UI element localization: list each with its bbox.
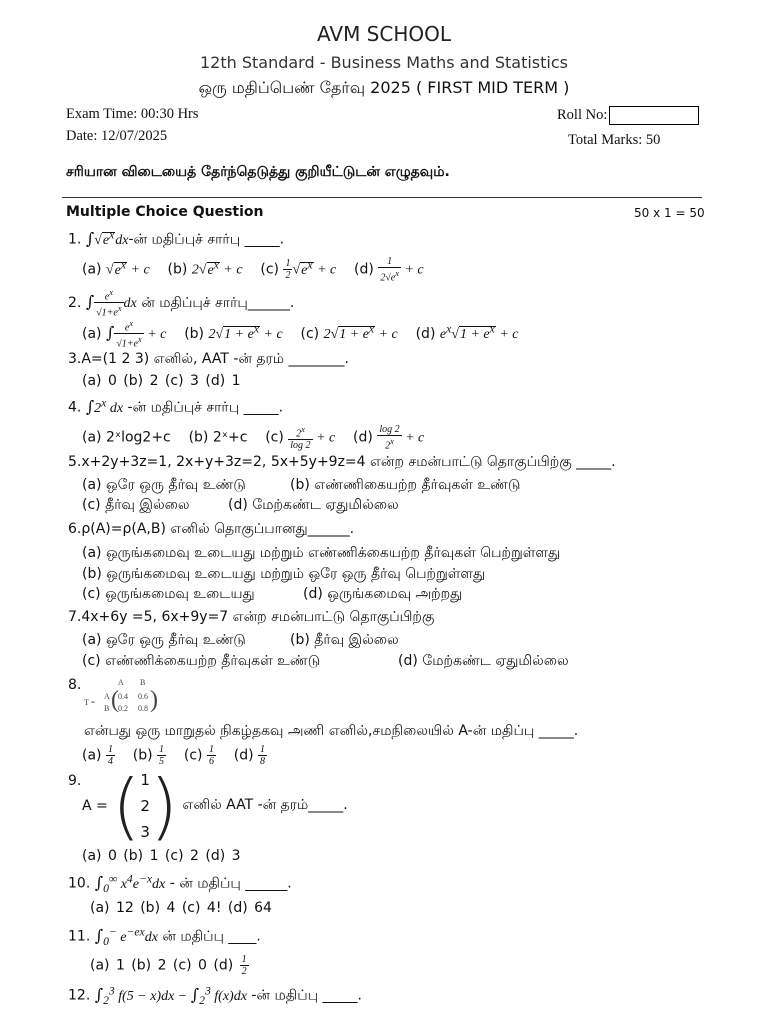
option-d: (d): [353, 429, 373, 446]
question-number: 10.: [68, 875, 91, 892]
option-7c: (c) எண்ணிக்கையற்ற தீர்வுகள் உண்டு: [82, 653, 321, 669]
matrix-row-a: A: [104, 692, 110, 701]
question-12: [68, 984, 362, 1006]
question-text: ன் மதிப்புச் சார்பு______.: [141, 294, 295, 311]
question-11: [68, 925, 261, 947]
question-text: ன் மதிப்பு ____.: [162, 928, 261, 945]
question-6: 6.ρ(A)=ρ(A,B) எனில் தொகுப்பானது______.: [68, 521, 355, 537]
math-expression: $2√1 + e^x + c$: [323, 322, 398, 342]
option-c: (c): [265, 429, 284, 446]
option-b: (b): [132, 747, 153, 764]
option-6c: (c) ஒருங்கமைவு உடையது: [82, 586, 255, 602]
school-name: AVM SCHOOL: [316, 22, 452, 46]
question-10: [68, 872, 292, 894]
fraction: $\frac{1}{2}$: [285, 258, 291, 282]
option-5c: (c) தீர்வு இல்லை: [82, 497, 190, 513]
matrix-col-a: A: [118, 678, 124, 687]
option-c: (c): [183, 747, 203, 764]
fraction: $\frac{2^x}{\log 2}$: [290, 425, 311, 452]
section-marks: 50 x 1 = 50: [634, 206, 705, 220]
section-title: Multiple Choice Question: [66, 204, 264, 220]
math-expression: ∫: [105, 322, 115, 342]
exam-title-term: 2025 ( FIRST MID TERM ): [370, 78, 570, 97]
option-c: (c): [260, 261, 280, 278]
option-a: (a) 2ˣlog2+c: [82, 429, 171, 446]
question-8-text: என்பது ஒரு மாறுதல் நிகழ்தகவு அணி எனில்,சமநிலையில் A-ன் மதிப்பு _____.: [84, 723, 579, 739]
option-5d: (d) மேற்கண்ட ஏதுமில்லை: [228, 497, 399, 513]
question-text: - ன் மதிப்பு ______.: [169, 875, 292, 892]
matrix-cell: 0.6: [138, 692, 148, 701]
total-marks: Total Marks: 50: [568, 132, 661, 148]
math-expression: + c: [312, 430, 336, 446]
question-5: 5.x+2y+3z=1, 2x+y+3z=2, 5x+5y+9z=4 என்ற சமன்பாட்டு தொகுப்பிற்கு _____.: [68, 454, 616, 470]
math-expression: ∫: [85, 291, 95, 311]
question-8-number: 8.: [68, 677, 82, 693]
math-expression: $e^x√1 + e^x + c$: [439, 322, 519, 342]
question-number: 4.: [68, 399, 82, 416]
exam-title-tamil: ஒரு மதிப்பெண் தேர்வு: [198, 78, 366, 97]
option-b: (b): [184, 325, 204, 342]
fraction: $\frac{1}{8}$: [260, 744, 266, 767]
question-text: -ன் மதிப்புச் சார்பு _____.: [127, 399, 284, 416]
question-3: 3.A=(1 2 3) எனில், AAT -ன் தரம் ________.: [68, 351, 349, 367]
question-number: 12.: [68, 987, 91, 1004]
options-text: (a) 1 (b) 2 (c) 0 (d): [90, 957, 234, 974]
option-5b: (b) எண்ணிகையற்ற தீர்வுகள் உண்டு: [290, 477, 521, 493]
question-text: எனில் AAT -ன் தரம்_____.: [182, 797, 348, 813]
option-a: (a): [82, 261, 102, 278]
divider: [62, 197, 702, 198]
option-c: (c): [300, 325, 320, 342]
column-vector: [140, 767, 150, 845]
question-number: 2.: [68, 294, 82, 311]
matrix-col-b: B: [140, 678, 146, 687]
option-7a: (a) ஒரே ஒரு தீர்வு உண்டு: [82, 632, 246, 648]
options-11: [90, 954, 249, 977]
matrix-right-paren: ): [150, 687, 158, 713]
exam-time: Exam Time: 00:30 Hrs: [66, 106, 199, 122]
question-2: [68, 287, 294, 319]
exam-title: [0, 78, 768, 99]
matrix-cell: 0.8: [138, 704, 148, 713]
question-1: [68, 228, 284, 250]
options-1: [82, 256, 424, 283]
fraction: $\frac{1}{2√e^x}$: [380, 256, 399, 284]
subject-title: 12th Standard - Business Maths and Statistics: [199, 53, 568, 72]
matrix-left-paren: (: [111, 687, 119, 713]
math-expression: + c: [401, 430, 425, 446]
option-b: (b): [167, 261, 188, 278]
math-expression: + c: [400, 262, 424, 278]
math-expression: $\int√e^xdx$: [85, 228, 129, 248]
math-expression: $2√1 + e^x + c$: [208, 322, 283, 342]
option-6b: (b) ஒருங்கமைவு உடையது மற்றும் ஒரே ஒரு தீர்வு பெற்றுள்ளது: [82, 566, 486, 582]
option-6d: (d) ஒருங்கமைவு அற்றது: [303, 586, 463, 602]
option-5a: (a) ஒரே ஒரு தீர்வு உண்டு: [82, 477, 246, 493]
math-expression: $\int_2^3$ $f(5 - x)dx - \int_2^3$ f(x)dx: [94, 984, 247, 1007]
matrix-cell: 2: [140, 797, 150, 815]
question-text: -ன் மதிப்புச் சார்பு _____.: [128, 231, 285, 248]
matrix-T: T =: [84, 698, 96, 707]
math-expression: $2√e^x + c$: [191, 258, 243, 278]
matrix-cell: 0.4: [118, 692, 128, 701]
options-3: (a) 0 (b) 2 (c) 3 (d) 1: [82, 373, 241, 389]
options-4: [82, 424, 424, 451]
fraction: $\frac{\log 2}{2^x}$: [379, 424, 400, 452]
math-expression: $√e^x + c$: [105, 258, 150, 278]
options-2: [82, 318, 518, 350]
fraction: $\frac{e^x}{√1+e^x}$: [116, 319, 142, 350]
math-expression: $√e^x + c$: [292, 258, 337, 278]
option-d: (d): [415, 325, 436, 342]
matrix-label: A =: [82, 798, 108, 814]
question-9-number: 9.: [68, 773, 82, 789]
roll-no-label: Roll No:: [557, 106, 608, 123]
matrix-right-paren: ): [149, 764, 178, 848]
math-expression: $\int_0^\infty$ $x^4e^{-x}dx$: [94, 872, 166, 895]
option-b: (b) 2ˣ+c: [188, 429, 248, 446]
matrix-cell: 3: [140, 823, 150, 841]
matrix-cell: 1: [140, 771, 150, 789]
option-d: (d): [233, 747, 254, 764]
question-9: [82, 764, 348, 848]
instruction: சரியான விடையைத் தேர்ந்தெடுத்து குறியீட்டுடன் எழுதவும்.: [66, 164, 450, 180]
options-9: (a) 0 (b) 1 (c) 2 (d) 3: [82, 848, 241, 864]
math-expression: ∫2$^x$ dx: [85, 396, 124, 416]
option-d: (d): [354, 261, 374, 278]
fraction: $\frac{1}{6}$: [208, 744, 214, 767]
math-expression: $\int_0^-$ $e^{-ex}dx$: [94, 925, 158, 948]
matrix-left-paren: (: [112, 764, 141, 848]
option-7d: (d) மேற்கண்ட ஏதுமில்லை: [398, 653, 569, 669]
roll-no: [557, 106, 699, 125]
option-7b: (b) தீர்வு இல்லை: [290, 632, 399, 648]
options-10: (a) 12 (b) 4 (c) 4! (d) 64: [90, 900, 272, 916]
question-number: 1.: [68, 231, 82, 248]
math-expression: + c: [143, 326, 167, 342]
roll-no-box[interactable]: [609, 106, 699, 125]
matrix-row-b: B: [104, 704, 110, 713]
question-7: 7.4x+6y =5, 6x+9y=7 என்ற சமன்பாட்டு தொகுப்பிற்கு: [68, 609, 435, 625]
fraction: $\frac{1}{4}$: [107, 744, 113, 767]
math-expression: dx: [123, 295, 137, 311]
question-text: -ன் மதிப்பு _____.: [251, 987, 362, 1004]
option-a: (a): [82, 325, 102, 342]
question-4: [68, 396, 283, 418]
matrix-cell: 0.2: [118, 704, 128, 713]
fraction: $\frac{1}{5}$: [159, 744, 165, 767]
question-number: 11.: [68, 928, 91, 945]
transition-matrix: [84, 678, 164, 720]
option-a: (a): [82, 747, 102, 764]
fraction: $\frac{1}{2}$: [241, 954, 247, 977]
exam-date: Date: 12/07/2025: [66, 128, 168, 144]
fraction: $\frac{e^x}{√1+e^x}$: [96, 288, 122, 319]
option-6a: (a) ஒருங்கமைவு உடையது மற்றும் எண்ணிக்கையற்ற தீர்வுகள் பெற்றுள்ளது: [82, 545, 561, 561]
